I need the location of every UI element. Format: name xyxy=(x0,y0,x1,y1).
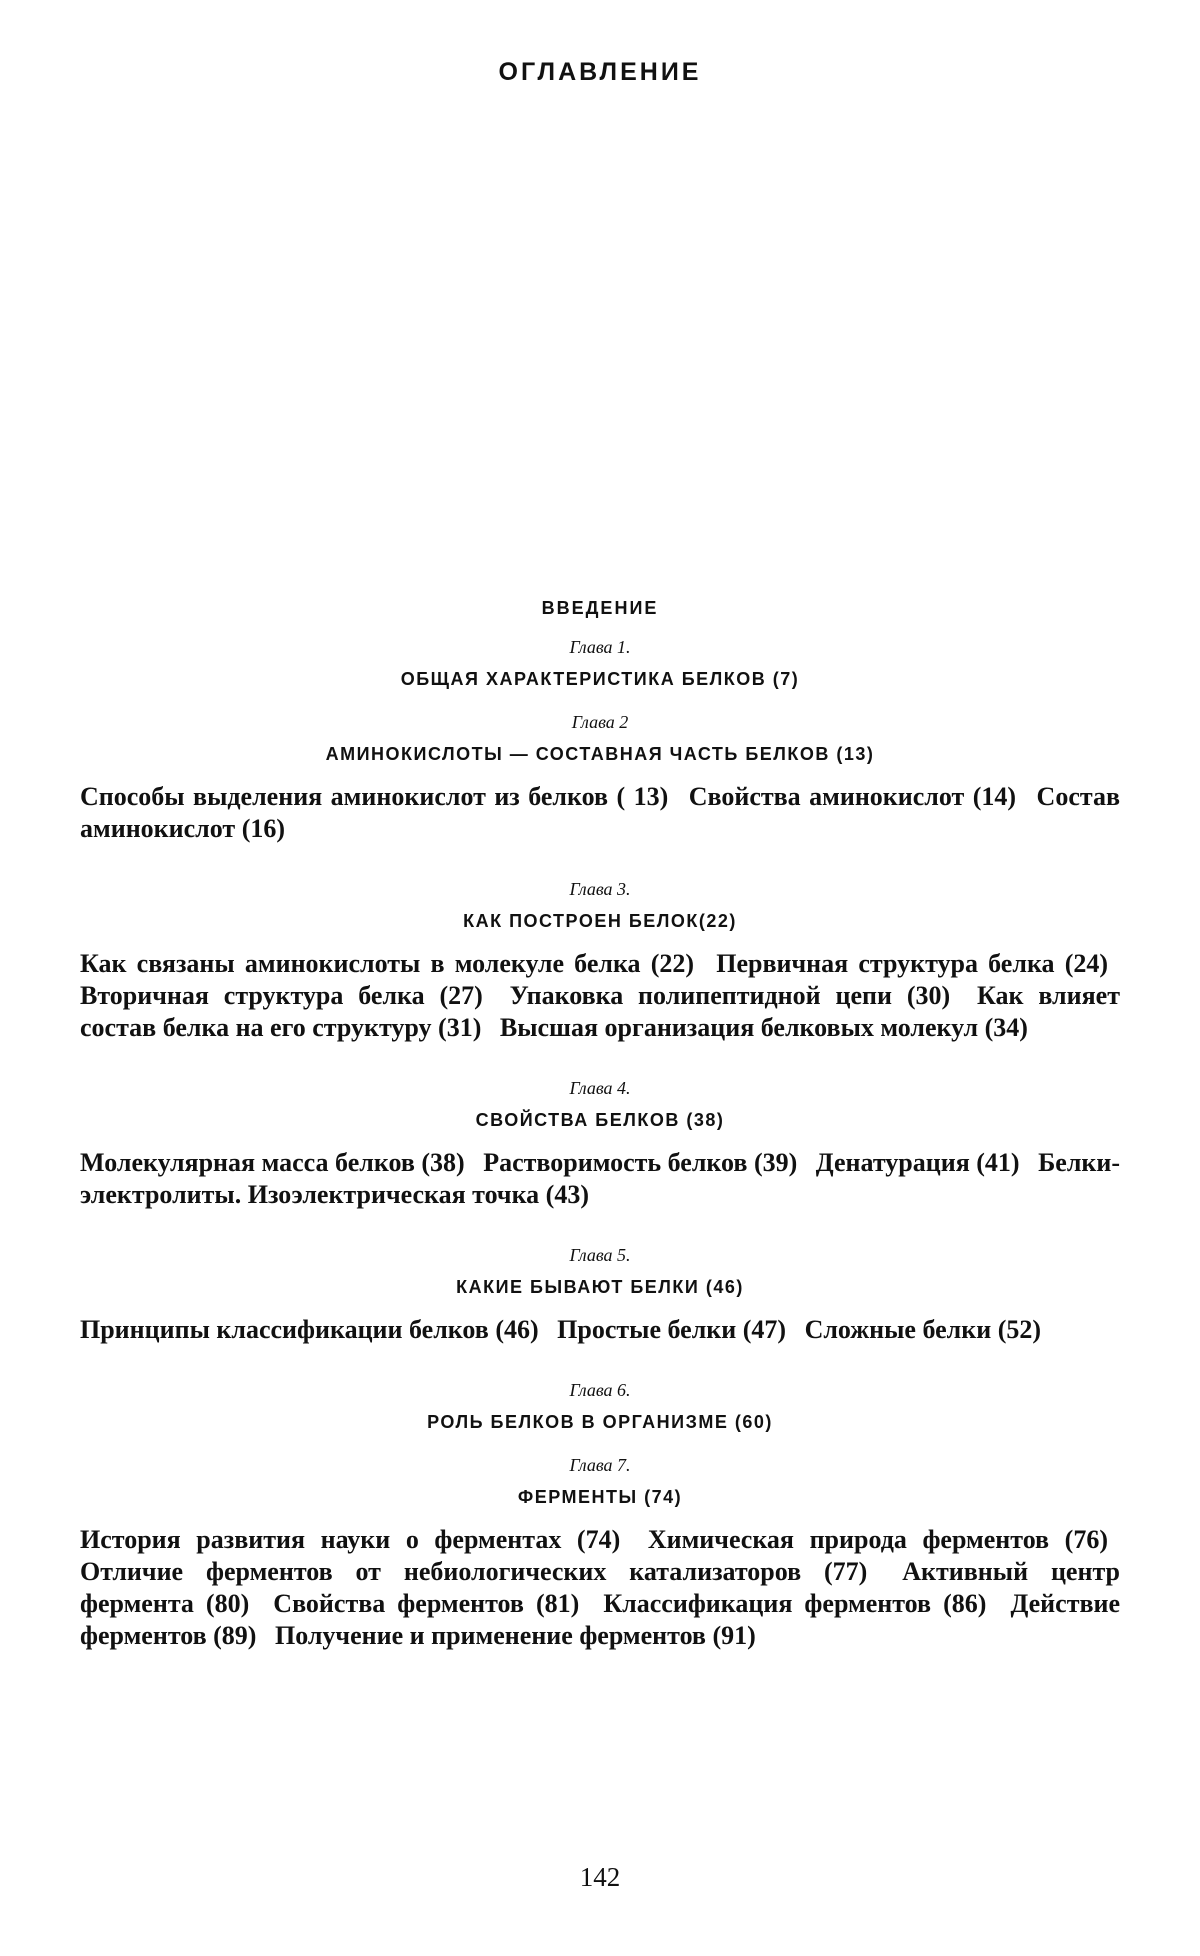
toc-entry: История развития науки о ферментах (74) xyxy=(80,1525,621,1554)
toc-entry: Молекулярная масса белков (38) xyxy=(80,1148,465,1177)
toc-entry: Свойства аминокислот (14) xyxy=(688,782,1017,811)
toc-entry: Свойства ферментов (81) xyxy=(273,1589,580,1618)
chapter-section xyxy=(80,637,1120,712)
chapter-section xyxy=(80,1455,1120,1652)
toc-entry: Состав аминокислот (16) xyxy=(80,782,1120,843)
toc-entry: Первичная структура белка (24) xyxy=(716,949,1109,978)
toc-entry: Растворимость белков (39) xyxy=(483,1148,798,1177)
toc-entry: Способы выделения аминокислот из белков ( 13) xyxy=(80,782,669,811)
chapter-entries xyxy=(80,1314,1120,1346)
chapter-label: Глава 4. xyxy=(569,1078,631,1098)
chapter-section xyxy=(80,1380,1120,1455)
chapter-heading: АМИНОКИСЛОТЫ — СОСТАВНАЯ ЧАСТЬ БЕЛКОВ (13) xyxy=(325,744,875,764)
chapter-section xyxy=(80,1078,1120,1211)
chapter-heading: СВОЙСТВА БЕЛКОВ (38) xyxy=(475,1110,725,1130)
chapter-entries xyxy=(80,948,1120,1044)
page-title: ОГЛАВЛЕНИЕ xyxy=(498,58,702,86)
toc-entry: Простые белки (47) xyxy=(557,1315,787,1344)
toc-entry: Отличие ферментов от небиологических катализаторов (77) xyxy=(80,1557,868,1586)
chapter-section xyxy=(80,879,1120,1044)
table-of-contents xyxy=(80,598,1120,1686)
chapter-heading: КАКИЕ БЫВАЮТ БЕЛКИ (46) xyxy=(456,1277,744,1297)
chapter-section xyxy=(80,712,1120,845)
toc-entry: Классификация ферментов (86) xyxy=(603,1589,987,1618)
toc-entry: Принципы классификации белков (46) xyxy=(80,1315,539,1344)
toc-entry: Сложные белки (52) xyxy=(804,1315,1042,1344)
chapter-list xyxy=(80,637,1120,1652)
chapter-label: Глава 7. xyxy=(569,1455,631,1475)
toc-entry: Вторичная структура белка (27) xyxy=(80,981,483,1010)
toc-entry: Денатурация (41) xyxy=(815,1148,1020,1177)
chapter-label: Глава 1. xyxy=(569,637,631,657)
chapter-label: Глава 6. xyxy=(569,1380,631,1400)
chapter-heading: РОЛЬ БЕЛКОВ В ОРГАНИЗМЕ (60) xyxy=(427,1412,773,1432)
chapter-heading: ФЕРМЕНТЫ (74) xyxy=(517,1487,683,1507)
toc-entry: Высшая организация белковых молекул (34) xyxy=(499,1013,1028,1042)
chapter-label: Глава 3. xyxy=(569,879,631,899)
chapter-label: Глава 5. xyxy=(569,1245,631,1265)
chapter-heading: КАК ПОСТРОЕН БЕЛОК(22) xyxy=(463,911,737,931)
chapter-heading: ОБЩАЯ ХАРАКТЕРИСТИКА БЕЛКОВ (7) xyxy=(400,669,800,689)
chapter-entries xyxy=(80,1147,1120,1211)
chapter-section xyxy=(80,1245,1120,1346)
toc-entry: Упаковка полипептидной цепи (30) xyxy=(509,981,951,1010)
toc-entry: Как связаны аминокислоты в молекуле белка (22) xyxy=(80,949,695,978)
page-number: 142 xyxy=(579,1862,621,1892)
toc-entry: Активный центр фермента (80) xyxy=(80,1557,1120,1618)
chapter-entries xyxy=(80,1524,1120,1652)
chapter-label: Глава 2 xyxy=(571,712,629,732)
introduction-heading: ВВЕДЕНИЕ xyxy=(541,598,659,618)
toc-entry: Химическая природа ферментов (76) xyxy=(647,1525,1108,1554)
toc-entry: Как влияет состав белка на его структуру (31) xyxy=(80,981,1120,1042)
toc-entry: Получение и применение ферментов (91) xyxy=(274,1621,756,1650)
toc-entry: Белки-электролиты. Изоэлектрическая точка (43) xyxy=(80,1148,1121,1209)
toc-entry: Действие ферментов (89) xyxy=(80,1589,1121,1650)
chapter-entries xyxy=(80,781,1120,845)
